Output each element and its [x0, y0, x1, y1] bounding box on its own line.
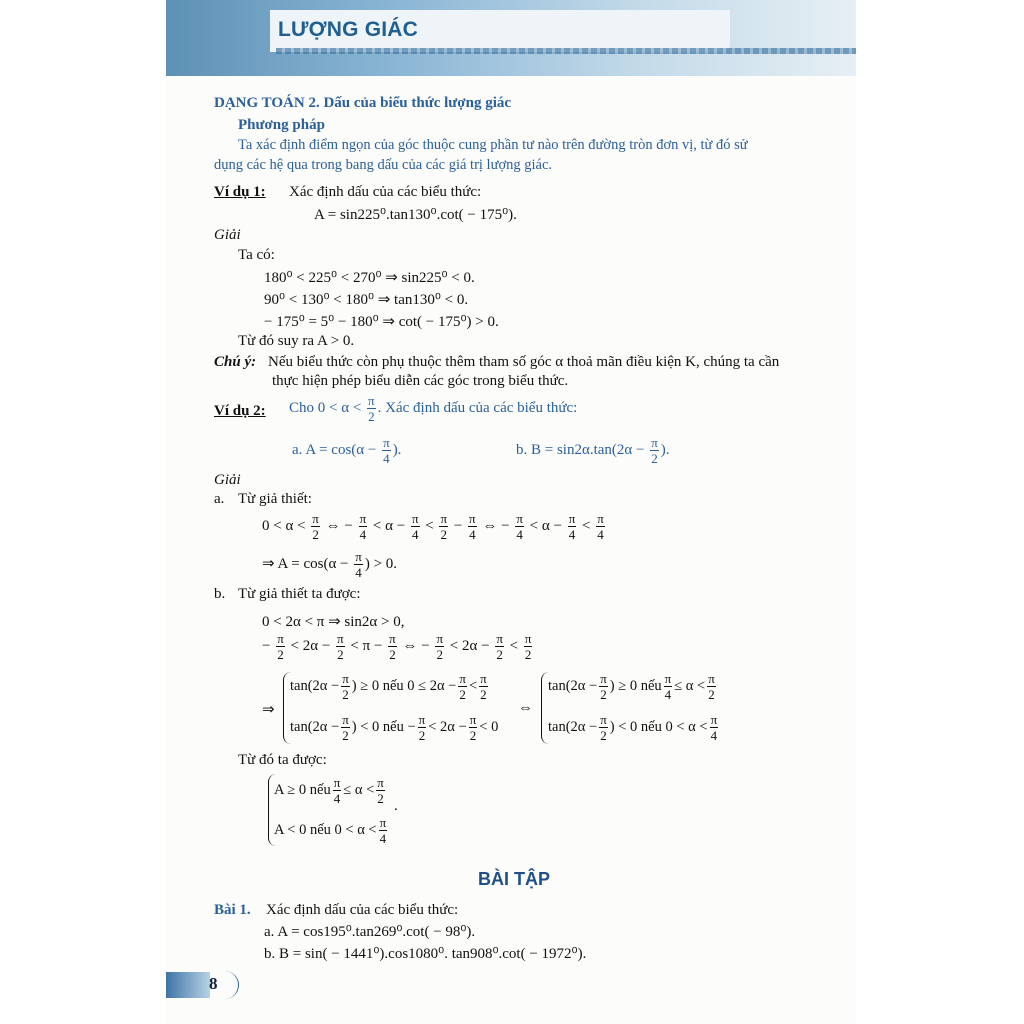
fraction-pi-over-2	[650, 436, 659, 465]
fraction-numerator: π	[708, 671, 715, 686]
page-number-bar	[166, 972, 210, 998]
row-part: ) ≥ 0 nếu 0 ≤ 2α −	[351, 677, 457, 694]
row-part: < 2α −	[428, 718, 467, 735]
fraction-denominator: 4	[568, 527, 576, 542]
fraction-numerator: π	[496, 631, 503, 646]
example-1-we-have: Ta có:	[238, 247, 275, 263]
fraction-numerator: π	[337, 631, 344, 646]
fraction-denominator: 2	[524, 647, 532, 662]
fraction-pi-over-2	[367, 394, 376, 423]
method-line-1: Ta xác định điểm ngọn của góc thuộc cung phần tư nào trên đường tròn đơn vị, từ đó sử	[238, 137, 748, 153]
solution-b-text: Từ giả thiết ta được:	[238, 586, 361, 602]
fraction-denominator: 2	[440, 527, 448, 542]
fraction-denominator: 2	[708, 687, 715, 702]
fraction-pi-over-2	[311, 512, 320, 541]
fraction-pi-over-2	[495, 632, 504, 661]
chain-part: < α −	[372, 517, 406, 534]
example-1-label: Ví dụ 1:	[214, 184, 266, 200]
part-a-end: ).	[392, 441, 402, 458]
result-row-1	[274, 776, 387, 805]
row-part: ) ≥ 0 nếu	[609, 677, 662, 694]
fraction-denominator: 4	[383, 451, 390, 466]
example-2-label: Ví dụ 2:	[214, 403, 266, 419]
fraction-numerator: π	[418, 712, 426, 727]
fraction-numerator: π	[333, 775, 341, 790]
solution-a-result	[262, 550, 397, 579]
fraction-numerator: π	[459, 671, 466, 686]
fraction-denominator: 2	[600, 728, 607, 743]
example-1-line-3: − 175⁰ = 5⁰ − 180⁰ ⇒ cot( − 175⁰) > 0.	[264, 314, 499, 330]
example-2-solution-label: Giải	[214, 472, 241, 488]
fraction-numerator: π	[600, 712, 607, 727]
row-part: tan(2α −	[548, 718, 598, 735]
fraction-numerator: π	[524, 631, 532, 646]
method-line-2: dụng các hệ qua trong bang dấu của các giá trị lượng giác.	[214, 157, 553, 173]
row-part: <	[468, 677, 478, 694]
fraction-numerator: π	[597, 511, 604, 526]
fraction-numerator: π	[480, 671, 487, 686]
note-label: Chú ý:	[214, 354, 257, 370]
fraction-pi-over-2	[376, 776, 385, 805]
fraction-numerator: π	[411, 511, 419, 526]
line-part: ⇔ −	[402, 637, 430, 654]
fraction-numerator: π	[651, 435, 658, 450]
fraction-numerator: π	[469, 712, 477, 727]
solution-a-text: Từ giả thiết:	[238, 491, 312, 507]
example-2-part-a	[292, 436, 401, 465]
chain-part: < α −	[529, 517, 562, 534]
from-that-text: Từ đó ta được:	[238, 752, 327, 768]
result-dot: .	[394, 798, 398, 814]
solution-b-line-1: 0 < 2α < π ⇒ sin2α > 0,	[262, 614, 405, 630]
fraction-numerator: π	[379, 815, 387, 830]
row-part: < 0	[479, 718, 499, 735]
fraction-denominator: 2	[480, 687, 487, 702]
result-row-2	[274, 816, 389, 845]
fraction-denominator: 2	[436, 647, 443, 662]
fraction-pi-over-4	[382, 436, 391, 465]
line-part: <	[509, 637, 519, 654]
example-2-prompt-start: Cho 0 < α <	[289, 399, 362, 416]
fraction-denominator: 2	[389, 647, 396, 662]
part-b-end: ).	[660, 441, 670, 458]
chain-part: <	[425, 517, 434, 534]
row-part: ) < 0 nếu −	[351, 718, 416, 735]
system-2-row-2	[548, 713, 720, 742]
fraction-pi-over-2	[458, 672, 467, 701]
row-part: A ≥ 0 nếu	[274, 781, 331, 798]
fraction-denominator: 2	[368, 409, 375, 424]
fraction-numerator: π	[516, 511, 523, 526]
part-b-text: b. B = sin2α.tan(2α −	[516, 441, 645, 458]
fraction-pi-over-2	[388, 632, 397, 661]
fraction-numerator: π	[600, 671, 607, 686]
exercise-1-b: b. B = sin( − 1441⁰).cos1080⁰. tan908⁰.cot( − 1972⁰).	[264, 946, 587, 962]
fraction-denominator: 2	[342, 728, 349, 743]
solution-b-label: b.	[214, 586, 226, 602]
fraction-denominator: 4	[710, 728, 718, 743]
line-part: −	[262, 637, 271, 654]
fraction-pi-over-2	[599, 713, 608, 742]
fraction-numerator: π	[377, 775, 384, 790]
exercises-title: BÀI TẬP	[478, 869, 550, 889]
page-number: 8	[209, 974, 218, 993]
example-2-prompt-end: . Xác định dấu của các biểu thức:	[377, 399, 578, 416]
line-part: < 2α −	[290, 637, 331, 654]
chain-part: ⇔ −	[482, 517, 510, 534]
row-part: ≤ α <	[343, 781, 375, 798]
fraction-denominator: 4	[355, 565, 362, 580]
fraction-denominator: 2	[469, 728, 477, 743]
fraction-pi-over-4	[515, 512, 524, 541]
fraction-numerator: π	[312, 511, 319, 526]
fraction-pi-over-2	[435, 632, 444, 661]
fraction-denominator: 4	[379, 831, 387, 846]
fraction-denominator: 2	[377, 791, 384, 806]
line-part: < π −	[350, 637, 383, 654]
fraction-numerator: π	[568, 511, 576, 526]
implies-symbol: ⇒	[262, 702, 275, 718]
example-1-solution-label: Giải	[214, 227, 241, 243]
section-title: DẠNG TOÁN 2. Dấu của biểu thức lượng giác	[214, 95, 512, 111]
fraction-pi-over-2	[418, 713, 427, 742]
fraction-pi-over-2	[439, 512, 448, 541]
fraction-pi-over-2	[707, 672, 716, 701]
fraction-numerator: π	[342, 712, 349, 727]
note-line-2: thực hiện phép biểu diễn các góc trong biểu thức.	[272, 373, 569, 389]
fraction-denominator: 2	[418, 728, 426, 743]
exercise-1-text: Xác định dấu của các biểu thức:	[266, 902, 459, 918]
fraction-numerator: π	[359, 511, 367, 526]
fraction-numerator: π	[469, 511, 476, 526]
exercise-1-a: a. A = cos195⁰.tan269⁰.cot( − 98⁰).	[264, 924, 476, 940]
fraction-numerator: π	[355, 549, 362, 564]
fraction-numerator: π	[368, 393, 375, 408]
fraction-pi-over-2	[524, 632, 533, 661]
example-1-expression: A = sin225⁰.tan130⁰.cot( − 175⁰).	[314, 207, 517, 223]
fraction-denominator: 2	[337, 647, 344, 662]
fraction-denominator: 4	[664, 687, 672, 702]
result-part: ) > 0.	[364, 555, 398, 572]
fraction-numerator: π	[383, 435, 390, 450]
fraction-pi-over-2	[341, 672, 350, 701]
chain-part: 0 < α <	[262, 517, 306, 534]
example-1-conclusion: Từ đó suy ra A > 0.	[238, 333, 355, 349]
system-1-row-1	[290, 672, 490, 701]
example-1-line-2: 90⁰ < 130⁰ < 180⁰ ⇒ tan130⁰ < 0.	[264, 292, 469, 308]
example-1-prompt: Xác định dấu của các biểu thức:	[289, 184, 482, 200]
fraction-pi-over-2	[341, 713, 350, 742]
line-part: < 2α −	[449, 637, 490, 654]
method-heading: Phương pháp	[238, 117, 325, 133]
fraction-pi-over-4	[333, 776, 342, 805]
result-part: ⇒ A = cos(α −	[262, 555, 349, 572]
row-part: ≤ α <	[674, 677, 706, 694]
chain-part: −	[453, 517, 463, 534]
solution-b-line-2	[262, 632, 534, 661]
fraction-denominator: 4	[411, 527, 419, 542]
system-2-row-1	[548, 672, 718, 701]
fraction-denominator: 2	[312, 527, 319, 542]
iff-symbol: ⇔	[518, 700, 533, 716]
header-stripe	[276, 48, 856, 54]
fraction-pi-over-2	[599, 672, 608, 701]
chain-part: <	[582, 517, 591, 534]
fraction-pi-over-2	[479, 672, 488, 701]
fraction-denominator: 2	[600, 687, 607, 702]
fraction-pi-over-4	[468, 512, 477, 541]
fraction-pi-over-2	[276, 632, 285, 661]
fraction-denominator: 2	[342, 687, 349, 702]
fraction-pi-over-4	[354, 550, 363, 579]
fraction-pi-over-4	[664, 672, 673, 701]
row-part: ) < 0 nếu 0 < α <	[609, 718, 708, 735]
fraction-pi-over-4	[379, 816, 388, 845]
example-2-prompt	[289, 394, 577, 423]
fraction-denominator: 4	[359, 527, 367, 542]
row-part: A < 0 nếu 0 < α <	[274, 821, 377, 838]
fraction-denominator: 4	[597, 527, 604, 542]
system-1-row-2	[290, 713, 498, 742]
chapter-title: LƯỢNG GIÁC	[278, 18, 418, 41]
fraction-numerator: π	[664, 671, 672, 686]
part-a-text: a. A = cos(α −	[292, 441, 377, 458]
fraction-denominator: 2	[496, 647, 503, 662]
note-line-1: Nếu biểu thức còn phụ thuộc thêm tham số góc α thoả mãn điều kiện K, chúng ta cần	[268, 354, 780, 370]
fraction-pi-over-2	[336, 632, 345, 661]
example-2-part-b	[516, 436, 670, 465]
fraction-denominator: 2	[459, 687, 466, 702]
solution-a-chain	[262, 512, 607, 541]
fraction-numerator: π	[440, 511, 448, 526]
row-part: tan(2α −	[290, 718, 340, 735]
row-part: tan(2α −	[548, 677, 598, 694]
fraction-denominator: 4	[469, 527, 476, 542]
fraction-pi-over-4	[596, 512, 605, 541]
chain-part: ⇔ −	[325, 517, 353, 534]
fraction-denominator: 4	[333, 791, 341, 806]
fraction-pi-over-4	[411, 512, 420, 541]
fraction-pi-over-4	[568, 512, 577, 541]
fraction-numerator: π	[710, 712, 718, 727]
example-1-line-1: 180⁰ < 225⁰ < 270⁰ ⇒ sin225⁰ < 0.	[264, 270, 475, 286]
fraction-pi-over-2	[469, 713, 478, 742]
fraction-pi-over-4	[710, 713, 719, 742]
fraction-denominator: 2	[277, 647, 284, 662]
fraction-denominator: 2	[651, 451, 658, 466]
fraction-pi-over-4	[359, 512, 368, 541]
fraction-numerator: π	[277, 631, 284, 646]
exercise-1-label: Bài 1.	[214, 902, 251, 918]
fraction-numerator: π	[342, 671, 349, 686]
fraction-numerator: π	[436, 631, 444, 646]
row-part: tan(2α −	[290, 677, 340, 694]
fraction-numerator: π	[389, 631, 396, 646]
fraction-denominator: 4	[516, 527, 523, 542]
solution-a-label: a.	[214, 491, 225, 507]
